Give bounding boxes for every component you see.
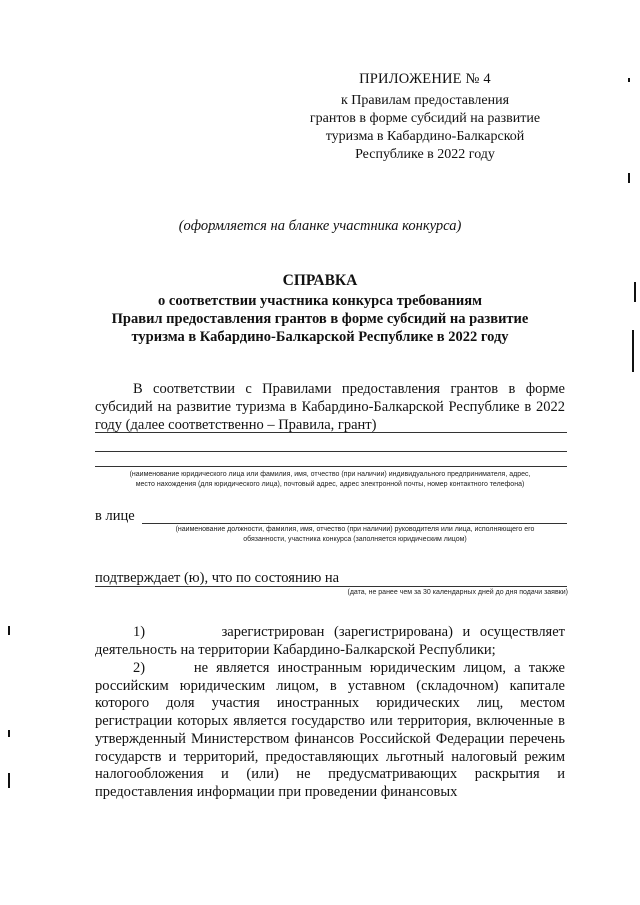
appendix-line: Республике в 2022 году <box>355 147 495 162</box>
title-line: Правил предоставления грантов в форме субсидий на развитие <box>111 311 529 327</box>
appendix-line: грантов в форме субсидий на развитие <box>309 111 541 126</box>
scan-mark <box>8 773 10 788</box>
org-caption-line: (наименование юридического лица или фамилия, имя, отчество (при наличии) индивидуального предпринимателя, адрес, <box>129 471 531 478</box>
org-caption-line: место нахождения (для юридического лица), почтовый адрес, адрес электронной почты, номер контактного телефона) <box>135 481 525 488</box>
confirms-blank-line <box>95 586 567 587</box>
form-note: (оформляется на бланке участника конкурса) <box>178 218 462 234</box>
scan-mark <box>632 330 634 372</box>
org-caption <box>90 470 570 490</box>
org-blank-line-3 <box>95 466 567 467</box>
list-item-number: 2) <box>133 660 146 676</box>
in-person-blank-line <box>142 523 567 524</box>
scan-mark <box>634 282 636 302</box>
confirms-caption: (дата, не ранее чем за 30 календарных дней до дня подачи заявки) <box>347 589 568 596</box>
scan-mark <box>628 173 630 183</box>
in-person-label: в лице <box>95 508 135 524</box>
scan-mark <box>628 78 630 82</box>
title-line: о соответствии участника конкурса требованиям <box>158 293 482 309</box>
intro-paragraph: В соответствии с Правилами предоставления грантов в форме субсидий на развитие туризма в Кабардино-Балкарской Республике в 2022 году (далее соответственно – Правила, грант) <box>95 381 565 433</box>
org-blank-line-1 <box>95 432 567 433</box>
list-item <box>95 624 565 659</box>
title-main: СПРАВКА <box>282 272 358 289</box>
list-item-text: зарегистрирован (зарегистрирована) и осуществляет деятельность на территории Кабардино-Балкарской Республики; <box>95 624 565 658</box>
appendix-line: к Правилам предоставления <box>340 93 510 108</box>
appendix-block <box>300 70 550 164</box>
in-person-caption <box>140 525 570 545</box>
title-line: туризма в Кабардино-Балкарской Республике в 2022 году <box>131 329 509 345</box>
list-item-number: 1) <box>133 624 146 640</box>
in-person-caption-line: обязанности, участника конкурса (заполняется юридическим лицом) <box>243 536 467 543</box>
scan-mark <box>8 626 10 635</box>
confirms-label: подтверждает (ю), что по состоянию на <box>95 570 340 586</box>
list-item <box>95 660 565 802</box>
in-person-caption-line: (наименование должности, фамилия, имя, отчество (при наличии) руководителя или лица, исполняющего его <box>175 526 535 533</box>
appendix-heading: ПРИЛОЖЕНИЕ № 4 <box>359 71 491 87</box>
org-blank-line-2 <box>95 451 567 452</box>
document-title <box>80 272 560 346</box>
list-item-text: не является иностранным юридическим лицом, а также российским юридическим лицом, в уставном (складочном) капитале которого доля участия иностранных юридических лиц, местом регистрации которых является государство или территория, включенные в утвержденный Министерством финансов Российской Федерации перечень государств и территорий, предоставляющих льготный налоговый режим налогообложения и (или) не предусматривающих раскрытия и предоставления информации при проведении финансовых <box>95 660 565 800</box>
scan-mark <box>8 730 10 737</box>
appendix-line: туризма в Кабардино-Балкарской <box>325 129 525 144</box>
